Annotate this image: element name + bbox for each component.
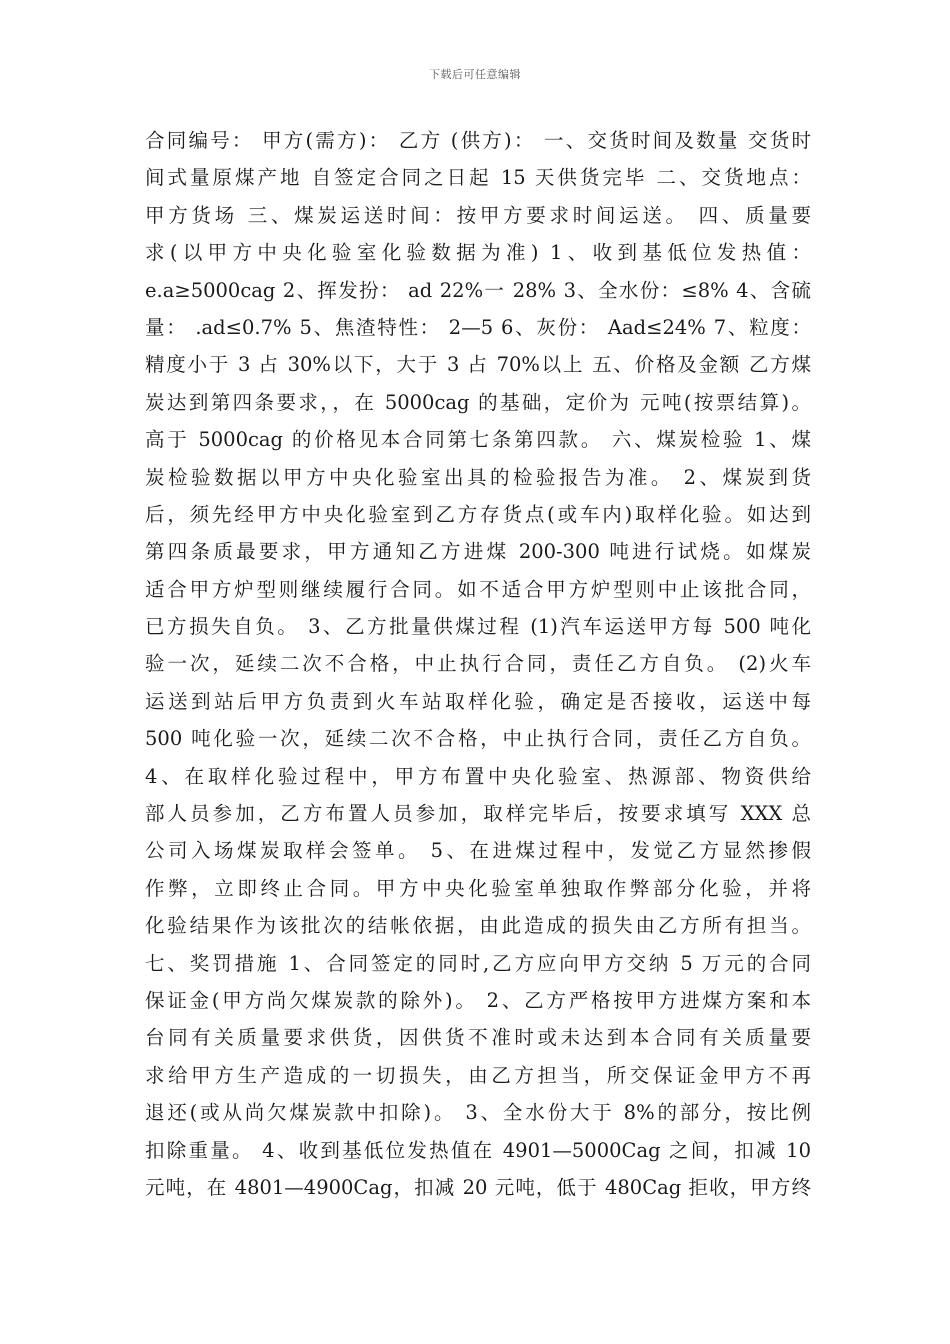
text-line: 化验结果作为该批次的结帐依据，由此造成的损失由乙方所有担当。 xyxy=(145,914,811,938)
text-line: 高于 5000cag 的价格见本合同第七条第四款。 六、煤炭检验 1、煤 xyxy=(145,428,811,452)
text-line: 炭检验数据以甲方中央化验室出具的检验报告为准。 2、煤炭到货 xyxy=(145,465,811,489)
text-line: 后，须先经甲方中央化验室到乙方存货点(或车内)取样化验。如达到 xyxy=(145,502,811,526)
contract-body xyxy=(145,122,811,1206)
text-line: 合同编号： 甲方(需方)： 乙方 (供方)： 一、交货时间及数量 交货时 xyxy=(145,129,811,152)
text-line: 扣除重量。 4、收到基低位发热值在 4901—5000Cag 之间，扣减 10 xyxy=(145,1138,811,1162)
text-line: 500 吨化验一次，延续二次不合格，中止执行合同，责任乙方自负。 xyxy=(145,727,811,751)
text-line: 七、奖罚措施 1、合同签定的同时,乙方应向甲方交纳 5 万元的合同 xyxy=(145,951,811,975)
page-header: 下载后可任意编辑 xyxy=(429,68,521,81)
text-line: 第四条质最要求，甲方通知乙方进煤 200-300 吨进行试烧。如煤炭 xyxy=(145,540,811,564)
text-line: 间式量原煤产地 自签定合同之日起 15 天供货完毕 二、交货地点： xyxy=(145,166,811,190)
text-line: 求(以甲方中央化验室化验数据为准) 1、收到基低位发热值： xyxy=(145,241,811,265)
text-line: 适合甲方炉型则继续履行合同。如不适合甲方炉型则中止该批合同， xyxy=(145,577,811,601)
text-line: 已方损失自负。 3、乙方批量供煤过程 (1)汽车运送甲方每 500 吨化 xyxy=(145,615,811,639)
text-line: 台同有关质量要求供货，因供货不准时或未达到本合同有关质量要 xyxy=(145,1026,811,1050)
text-line: 4、在取样化验过程中，甲方布置中央化验室、热源部、物资供给 xyxy=(145,764,811,788)
text-line: 量： .ad≤0.7% 5、焦渣特性： 2—5 6、灰份： Aad≤24% 7、粒度： xyxy=(145,315,811,339)
text-line: 作弊，立即终止合同。甲方中央化验室单独取作弊部分化验，并将 xyxy=(145,876,811,900)
text-line: 炭达到第四条要求，，在 5000cag 的基础，定价为 元吨(按票结算)。 xyxy=(145,390,811,414)
text-line: 部人员参加，乙方布置人员参加，取样完毕后，按要求填写 XXX 总 xyxy=(145,802,811,826)
text-line: 退还(或从尚欠煤炭款中扣除)。 3、全水份大于 8%的部分，按比例 xyxy=(145,1101,811,1125)
text-line: e.a≥5000cag 2、挥发扮： ad 22%一 28% 3、全水份：≤8% 4、含硫 xyxy=(145,278,811,302)
text-line: 公司入场煤炭取样会签单。 5、在进煤过程中，发觉乙方显然掺假 xyxy=(145,839,811,863)
text-line: 运送到站后甲方负责到火车站取样化验，确定是否接收，运送中每 xyxy=(145,689,811,713)
text-line: 验一次，延续二次不合格，中止执行合同，责任乙方自负。 (2)火车 xyxy=(145,652,811,676)
text-line: 甲方货场 三、煤炭运送时间：按甲方要求时间运送。 四、质量要 xyxy=(145,203,811,227)
text-line: 保证金(甲方尚欠煤炭款的除外)。 2、乙方严格按甲方进煤方案和本 xyxy=(145,988,811,1012)
text-line: 求给甲方生产造成的一切损失，由乙方担当，所交保证金甲方不再 xyxy=(145,1063,811,1087)
text-line: 元吨，在 4801—4900Cag，扣减 20 元吨，低于 480Cag 拒收，甲方终 xyxy=(145,1175,811,1199)
text-line: 精度小于 3 占 30%以下，大于 3 占 70%以上 五、价格及金额 乙方煤 xyxy=(145,353,811,377)
